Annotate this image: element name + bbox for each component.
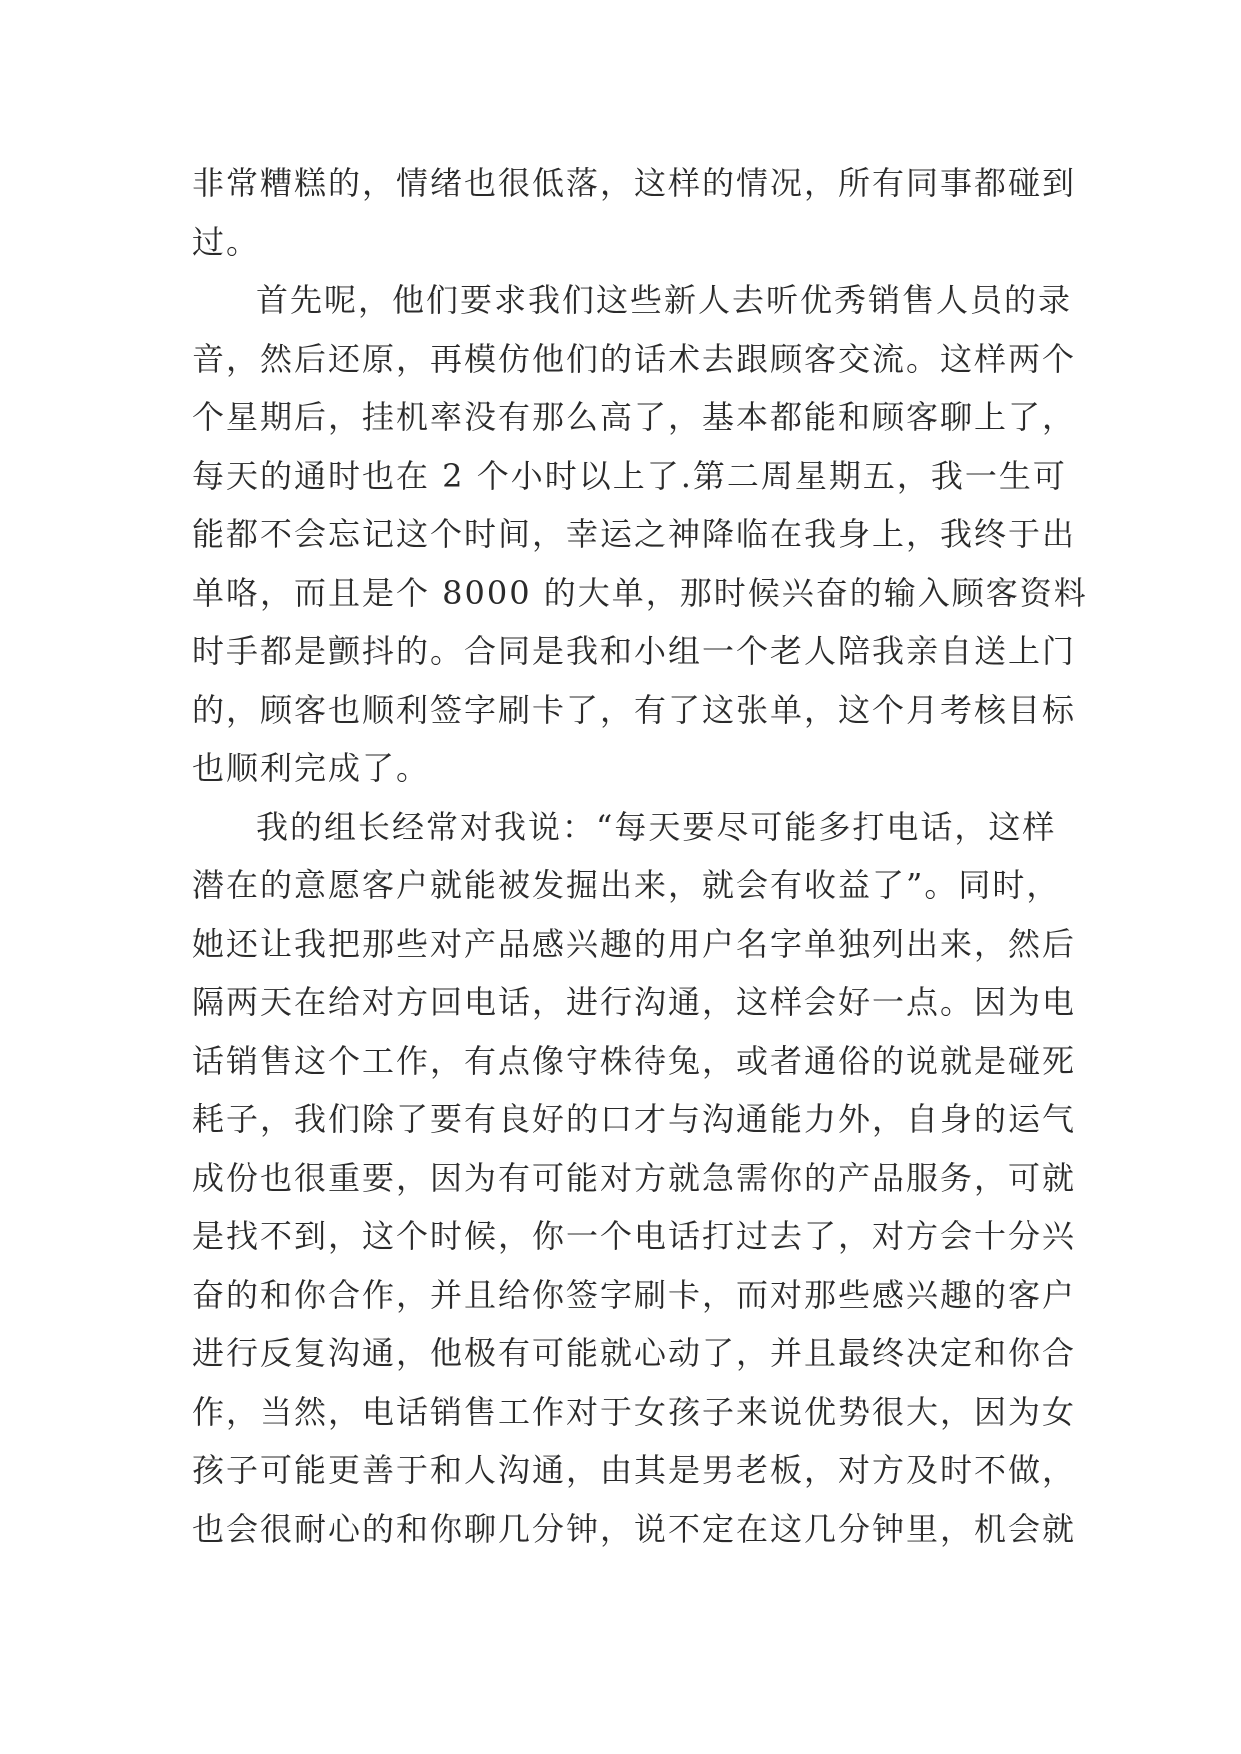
text-line: 话销售这个工作，有点像守株待兔，或者通俗的说就是碰死 xyxy=(192,1041,1077,1080)
text-line: 过。 xyxy=(192,222,261,261)
text-line: 时手都是颤抖的。合同是我和小组一个老人陪我亲自送上门 xyxy=(192,632,1077,670)
text-line: 也会很耐心的和你聊几分钟，说不定在这几分钟里，机会就 xyxy=(192,1509,1077,1548)
text-line: 成份也很重要，因为有可能对方就急需你的产品服务，可就 xyxy=(192,1158,1077,1197)
text-line: 她还让我把那些对产品感兴趣的用户名字单独列出来，然后 xyxy=(192,924,1077,963)
text-line: 单咯，而且是个 8000 的大单，那时候兴奋的输入顾客资料 xyxy=(192,573,1088,612)
text-line: 个星期后，挂机率没有那么高了，基本都能和顾客聊上了， xyxy=(192,398,1077,436)
text-line: 音，然后还原，再模仿他们的话术去跟顾客交流。这样两个 xyxy=(192,339,1077,378)
text-line: 潜在的意愿客户就能被发掘出来，就会有收益了”。同时， xyxy=(192,866,1061,904)
text-line: 非常糟糕的，情绪也很低落，这样的情况，所有同事都碰到 xyxy=(192,164,1077,202)
text-line: 作，当然，电话销售工作对于女孩子来说优势很大，因为女 xyxy=(192,1392,1077,1431)
text-line: 耗子，我们除了要有良好的口才与沟通能力外，自身的运气 xyxy=(192,1100,1077,1138)
text-line: 是找不到，这个时候，你一个电话打过去了，对方会十分兴 xyxy=(192,1217,1077,1255)
text-line: 的，顾客也顺利签字刷卡了，有了这张单，这个月考核目标 xyxy=(192,690,1077,729)
paragraph-first-line: 我的组长经常对我说：“每天要尽可能多打电话，这样 xyxy=(256,807,1057,846)
paragraph-first-line: 首先呢，他们要求我们这些新人去听优秀销售人员的录 xyxy=(256,281,1073,319)
text-line: 进行反复沟通，他极有可能就心动了，并且最终决定和你合 xyxy=(192,1334,1077,1372)
text-line: 能都不会忘记这个时间，幸运之神降临在我身上，我终于出 xyxy=(192,515,1077,553)
text-line: 孩子可能更善于和人沟通，由其是男老板，对方及时不做， xyxy=(192,1451,1077,1489)
text-line: 每天的通时也在 2 个小时以上了.第二周星期五，我一生可 xyxy=(192,456,1067,495)
text-line: 也顺利完成了。 xyxy=(192,749,431,787)
text-line: 奋的和你合作，并且给你签字刷卡，而对那些感兴趣的客户 xyxy=(192,1275,1077,1314)
body-text xyxy=(192,154,1088,1558)
text-line: 隔两天在给对方回电话，进行沟通，这样会好一点。因为电 xyxy=(192,983,1077,1021)
